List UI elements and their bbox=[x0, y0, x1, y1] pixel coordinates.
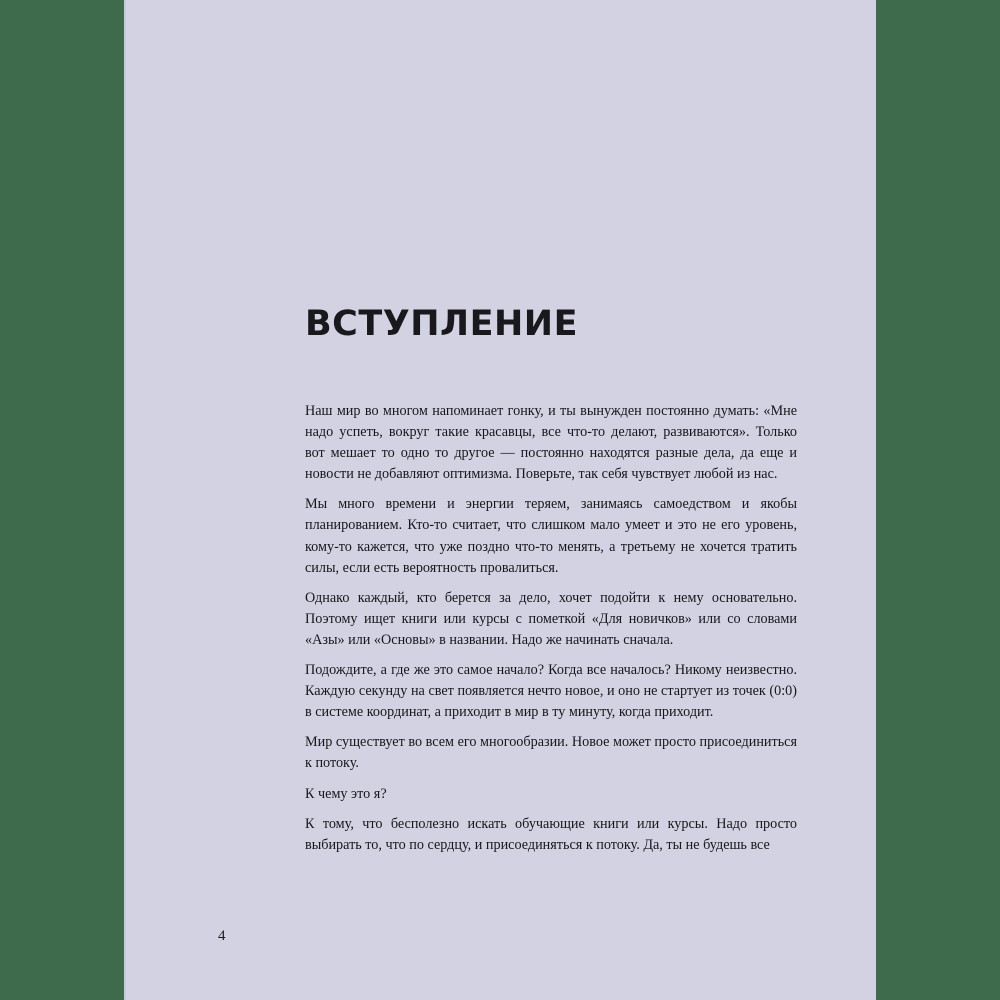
page-spine-edge bbox=[124, 0, 126, 1000]
book-page bbox=[124, 0, 876, 1000]
paragraph: Однако каждый, кто берется за дело, хочет подойти к нему основательно. Поэтому ищет книги или курсы с пометкой «Для новичков» или со словами «Азы» или «Основы» в названии. Надо же начинать сначала. bbox=[305, 589, 797, 648]
paragraph: К чему это я? bbox=[305, 785, 387, 802]
paragraph: Наш мир во многом напоминает гонку, и ты вынужден постоянно думать: «Мне надо успеть, вокруг такие красавцы, все что-то делают, развиваются». Только вот мешает то одно то другое — постоянно находятся разные дела, да еще и новости не добавляют оптимизма. Поверьте, так себя чувствует любой из нас. bbox=[305, 403, 797, 483]
page-content-area bbox=[124, 0, 876, 1000]
paragraph: К тому, что бесполезно искать обучающие книги или курсы. Надо просто выбирать то, что по сердцу, и присоединяться к потоку. Да, ты не будешь все bbox=[305, 815, 797, 853]
paragraph: Подождите, а где же это самое начало? Когда все началось? Никому неизвестно. Каждую секунду на свет появляется нечто новое, и оно не стартует из точек (0:0) в системе координат, а приходит в мир в ту минуту, когда приходит. bbox=[305, 662, 797, 721]
paragraph: Мы много времени и энергии теряем, занимаясь самоедством и якобы планированием. Кто-то считает, что слишком мало умеет и это не его уровень, кому-то кажется, что уже поздно что-то менять, а третьему не хочется тратить силы, если есть вероятность провалиться. bbox=[305, 496, 797, 576]
page-number: 4 bbox=[218, 928, 226, 944]
paragraph: Мир существует во всем его многообразии. Новое может просто присоединиться к потоку. bbox=[305, 734, 797, 772]
body-text bbox=[305, 401, 797, 856]
page-title: ВСТУПЛЕНИЕ bbox=[305, 304, 578, 344]
